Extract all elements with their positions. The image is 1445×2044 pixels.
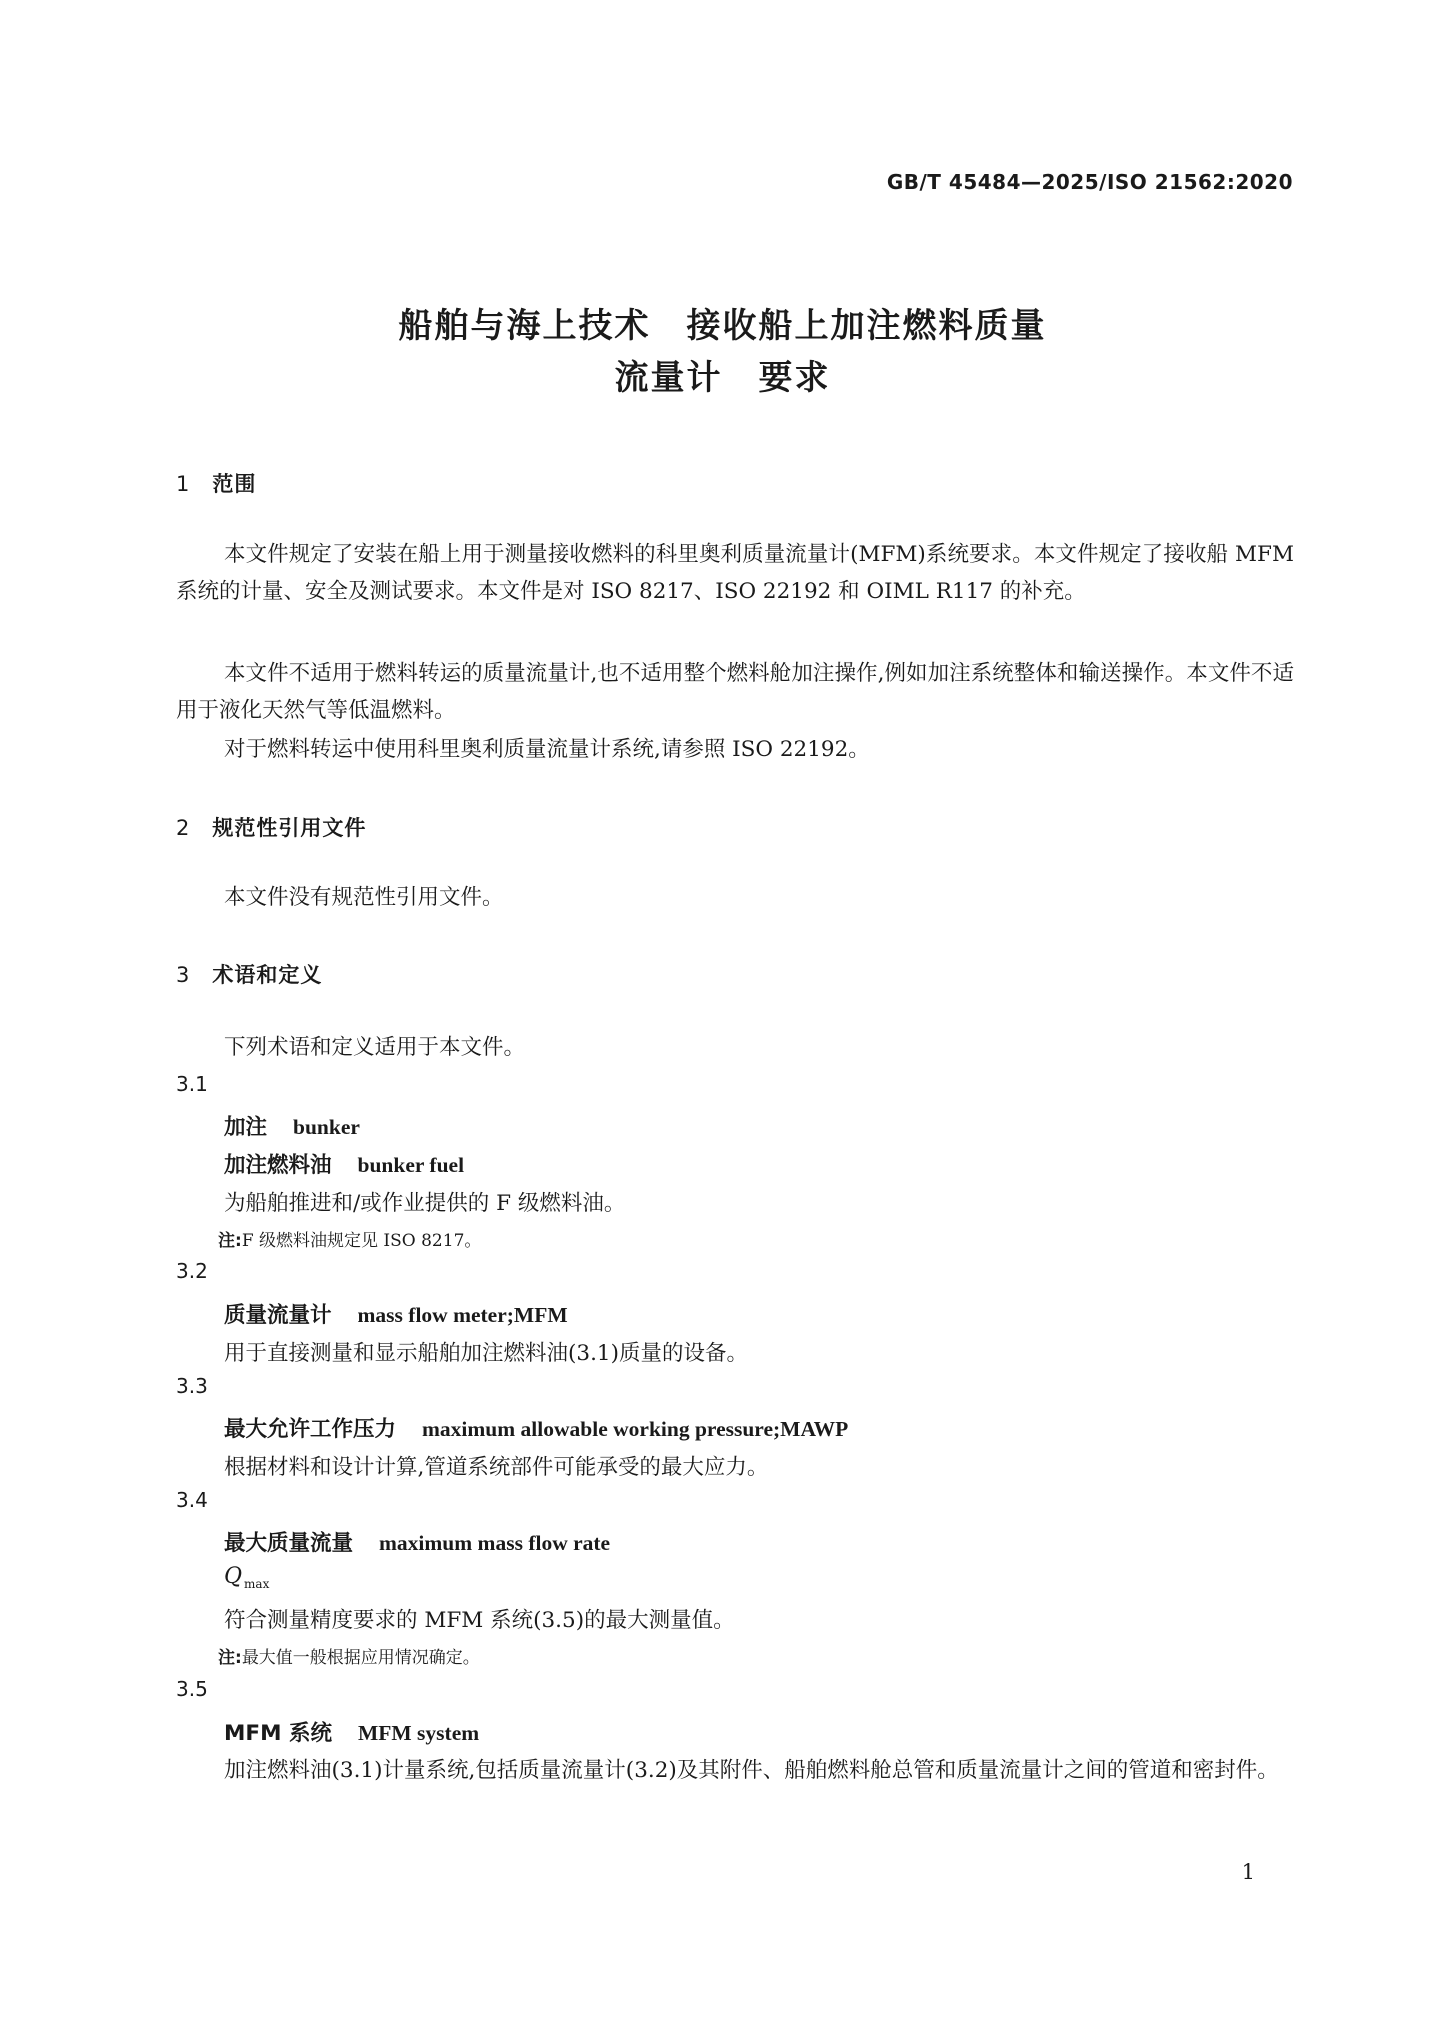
clause-number: 3.1: [176, 1072, 208, 1096]
term-zh: 质量流量计: [224, 1303, 332, 1328]
symbol-subscript: max: [244, 1577, 270, 1592]
term-entry: [224, 1716, 479, 1747]
term-en: maximum allowable working pressure;MAWP: [422, 1417, 849, 1441]
document-title-line2: 流量计 要求: [614, 358, 831, 398]
term-definition: 加注燃料油(3.1)计量系统,包括质量流量计(3.2)及其附件、船舶燃料舱总管和质量流量计之间的管道和密封件。: [224, 1758, 1279, 1783]
document-title-line1: 船舶与海上技术 接收船上加注燃料质量: [398, 306, 1047, 346]
note-label: 注:: [218, 1231, 242, 1251]
section-title: 规范性引用文件: [212, 816, 367, 840]
term-en: MFM system: [357, 1721, 480, 1745]
term-zh: 最大质量流量: [224, 1531, 354, 1556]
page-number: 1: [1241, 1860, 1255, 1884]
section-number: 3: [176, 963, 191, 987]
section-1-paragraph-3: 对于燃料转运中使用科里奥利质量流量计系统,请参照 ISO 22192。: [224, 737, 870, 762]
section-number: 2: [176, 816, 191, 840]
term-note: [218, 1643, 480, 1668]
term-note: [218, 1226, 481, 1251]
section-1-paragraph-2: 本文件不适用于燃料转运的质量流量计,也不适用整个燃料舱加注操作,例如加注系统整体和输送操作。本文件不适用于液化天然气等低温燃料。: [176, 661, 1294, 723]
section-3-intro: 下列术语和定义适用于本文件。: [224, 1035, 526, 1060]
term-zh: 最大允许工作压力: [224, 1417, 397, 1442]
clause-number: 3.2: [176, 1259, 208, 1283]
section-1-paragraph-1: 本文件规定了安装在船上用于测量接收燃料的科里奥利质量流量计(MFM)系统要求。本文件规定了接收船 MFM 系统的计量、安全及测试要求。本文件是对 ISO 8217、ISO 22192 和 OIML R117 的补充。: [176, 542, 1294, 604]
section-2-paragraph-1: 本文件没有规范性引用文件。: [224, 885, 504, 910]
section-3-heading: [176, 959, 322, 989]
term-definition: 为船舶推进和/或作业提供的 F 级燃料油。: [224, 1191, 626, 1216]
clause-number: 3.3: [176, 1374, 208, 1398]
clause-number: 3.5: [176, 1677, 208, 1701]
term-entry: [224, 1526, 610, 1557]
term-zh: MFM 系统: [224, 1721, 332, 1746]
term-en: bunker: [293, 1115, 360, 1139]
standard-number: GB/T 45484—2025/ISO 21562:2020: [886, 170, 1293, 194]
term-entry: [224, 1110, 360, 1141]
symbol-main: Q: [224, 1564, 243, 1589]
term-definition: 符合测量精度要求的 MFM 系统(3.5)的最大测量值。: [224, 1608, 735, 1633]
clause-number: 3.4: [176, 1488, 208, 1512]
term-entry: [224, 1298, 568, 1329]
term-en: maximum mass flow rate: [379, 1531, 611, 1555]
section-2-heading: [176, 812, 366, 842]
term-en: bunker fuel: [357, 1153, 465, 1177]
term-definition: 根据材料和设计计算,管道系统部件可能承受的最大应力。: [224, 1455, 769, 1480]
term-zh: 加注燃料油: [224, 1153, 332, 1178]
section-title: 术语和定义: [212, 963, 323, 987]
term-entry-admitted: [224, 1148, 464, 1179]
term-symbol: [224, 1564, 269, 1591]
note-text: F 级燃料油规定见 ISO 8217。: [241, 1231, 482, 1251]
note-text: 最大值一般根据应用情况确定。: [241, 1648, 480, 1668]
section-title: 范围: [212, 472, 257, 496]
term-zh: 加注: [224, 1115, 268, 1140]
term-en: mass flow meter;MFM: [357, 1303, 568, 1327]
term-entry: [224, 1412, 848, 1443]
term-definition: 用于直接测量和显示船舶加注燃料油(3.1)质量的设备。: [224, 1341, 748, 1366]
section-number: 1: [176, 472, 191, 496]
section-1-heading: [176, 468, 256, 498]
note-label: 注:: [218, 1648, 242, 1668]
